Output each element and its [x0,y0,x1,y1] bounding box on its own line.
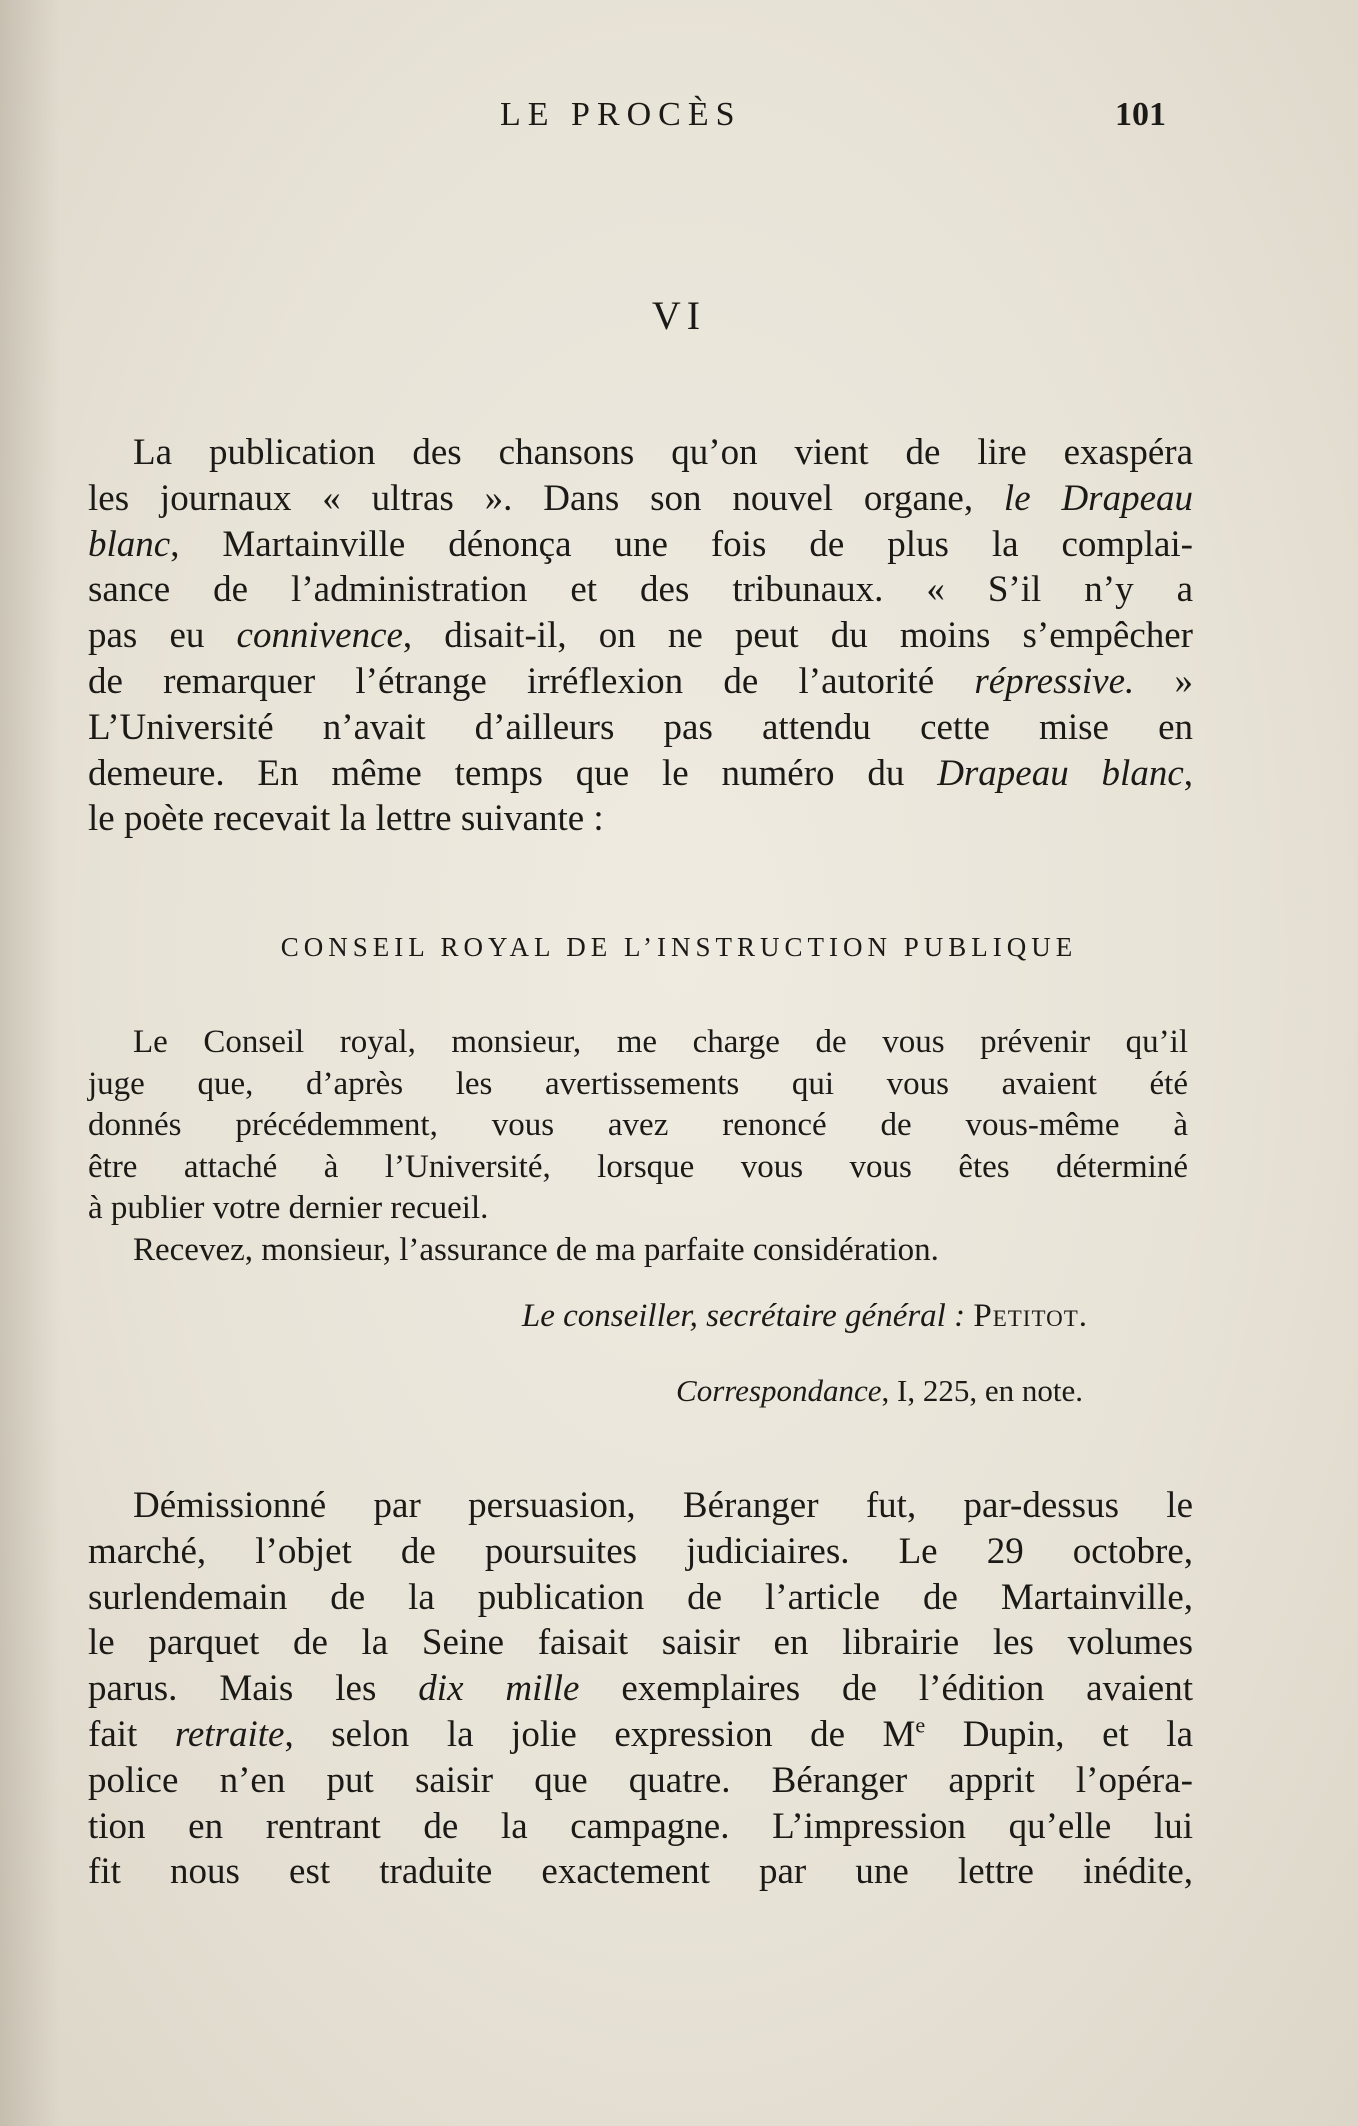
text-line: surlendemain de la publication de l’article de Martainville, [88,1576,1193,1618]
paragraph-closing [88,1483,1193,1895]
source-citation [676,1373,1083,1409]
signature-name: Petitot. [973,1298,1088,1334]
letter-line: Recevez, monsieur, l’assurance de ma parfaite considération. [133,1231,939,1268]
page-number: 101 [1115,96,1166,133]
text-line: fit nous est traduite exactement par une lettre inédite, [88,1851,1193,1893]
text-line: blanc, Martainville dénonça une fois de plus la complai- [88,523,1193,565]
text-line: le poète recevait la lettre suivante : [88,798,604,840]
letter-body [88,1022,1188,1271]
text-line: de remarquer l’étrange irréflexion de l’autorité répressive. » [88,660,1193,702]
text-line: La publication des chansons qu’on vient de lire exaspéra [133,432,1193,473]
text-line: L’Université n’avait d’ailleurs pas attendu cette mise en [88,706,1193,748]
text-line: Démissionné par persuasion, Béranger fut, par-dessus le [133,1485,1193,1526]
text-line: demeure. En même temps que le numéro du Drapeau blanc, [88,752,1193,794]
text-line: police n’en put saisir que quatre. Béranger apprit l’opéra- [88,1759,1193,1801]
letter-line: Le Conseil royal, monsieur, me charge de vous prévenir qu’il [133,1024,1188,1060]
text-line: fait retraite, selon la jolie expression de Me Dupin, et la [88,1712,1193,1755]
text-line: le parquet de la Seine faisait saisir en librairie les volumes [88,1622,1193,1664]
chapter-numeral: VI [651,293,707,338]
text-line: parus. Mais les dix mille exemplaires de l’édition avaient [88,1668,1194,1710]
text-line: tion en rentrant de la campagne. L’impression qu’elle lui [88,1805,1193,1847]
running-title: LE PROCÈS [500,96,742,133]
letter-line: à publier votre dernier recueil. [88,1190,489,1226]
text-line: pas eu connivence, disait-il, on ne peut du moins s’empêcher [88,615,1193,657]
letter-signature [522,1298,1088,1335]
running-head [0,96,1358,146]
text-line: les journaux « ultras ». Dans son nouvel organe, le Drapeau [88,477,1193,519]
paragraph-opening [88,430,1193,842]
letter-heading: CONSEIL ROYAL DE L’INSTRUCTION PUBLIQUE [280,932,1078,962]
signature-title: Le conseiller, secrétaire général : [521,1298,966,1334]
text-line: sance de l’administration et des tribunaux. « S’il n’y a [88,569,1193,611]
source-reference: , I, 225, en note. [881,1373,1083,1408]
letter-line: juge que, d’après les avertissements qui vous avaient été [88,1065,1188,1102]
letter-line: être attaché à l’Université, lorsque vous vous êtes déterminé [88,1148,1188,1185]
letter-line: donnés précédemment, vous avez renoncé de vous-même à [88,1107,1188,1143]
text-line: marché, l’objet de poursuites judiciaires. Le 29 octobre, [88,1530,1193,1572]
source-title: Correspondance [676,1373,882,1408]
